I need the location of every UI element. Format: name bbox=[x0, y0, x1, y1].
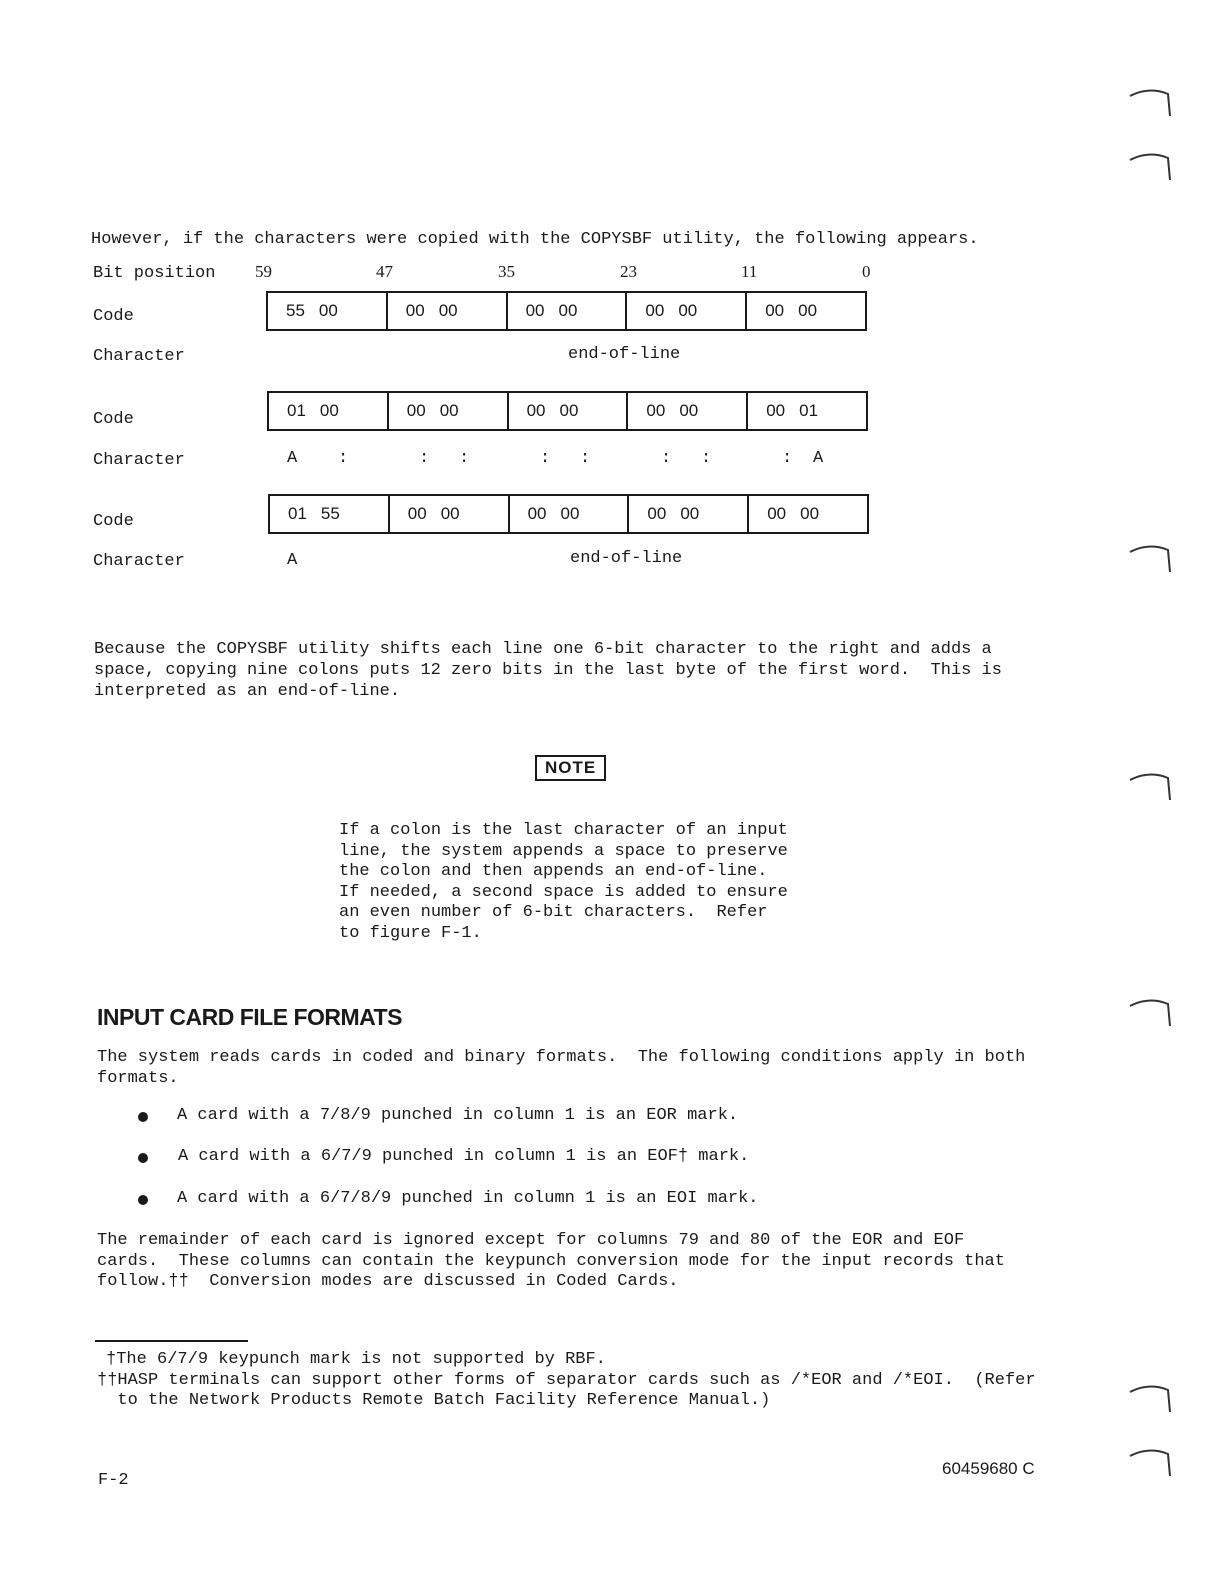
char-value: : bbox=[701, 449, 712, 468]
note-title: NOTE bbox=[535, 755, 606, 781]
byte-value: 00 bbox=[646, 401, 666, 420]
byte-cell bbox=[388, 496, 508, 532]
code-word-row bbox=[267, 391, 868, 431]
byte-cell bbox=[507, 393, 627, 429]
byte-value: 00 bbox=[678, 301, 698, 320]
bullet-icon bbox=[138, 1195, 148, 1205]
section-heading: INPUT CARD FILE FORMATS bbox=[97, 1004, 402, 1030]
char-value: : bbox=[459, 449, 470, 468]
byte-value: 00 bbox=[798, 301, 818, 320]
byte-cell bbox=[627, 496, 747, 532]
footnote: †The 6/7/9 keypunch mark is not supported by RBF. bbox=[106, 1350, 606, 1369]
bit-tick: 23 bbox=[620, 262, 637, 281]
byte-value: 00 bbox=[680, 504, 700, 523]
byte-value: 00 bbox=[765, 301, 785, 320]
char-value: : bbox=[580, 449, 591, 468]
explanation-line: Because the COPYSBF utility shifts each line one 6-bit character to the right and adds a bbox=[94, 640, 992, 659]
byte-cell bbox=[270, 496, 388, 532]
byte-value: 55 bbox=[286, 301, 305, 320]
footnote-rule bbox=[95, 1340, 248, 1342]
binder-mark-icon bbox=[1128, 996, 1172, 1030]
byte-value: 55 bbox=[320, 504, 340, 523]
byte-value: 00 bbox=[766, 401, 786, 420]
byte-value: 00 bbox=[319, 401, 339, 420]
note-line: the colon and then appends an end-of-line. bbox=[339, 862, 768, 881]
char-value: A bbox=[287, 449, 298, 468]
binder-mark-icon bbox=[1128, 1446, 1172, 1480]
byte-cell bbox=[625, 293, 745, 329]
byte-value: 00 bbox=[645, 301, 665, 320]
note-line: If needed, a second space is added to ensure bbox=[339, 882, 788, 902]
byte-cell bbox=[747, 496, 867, 532]
code-label: Code bbox=[93, 410, 134, 429]
byte-value: 00 bbox=[527, 504, 547, 523]
section-intro-line: formats. bbox=[97, 1069, 179, 1088]
bullet-icon bbox=[138, 1112, 148, 1122]
char-value: : bbox=[782, 449, 793, 468]
bit-tick: 59 bbox=[255, 262, 272, 281]
end-of-line-text: end-of-line bbox=[570, 549, 683, 568]
remainder-line: cards. These columns can contain the keypunch conversion mode for the input records that bbox=[97, 1252, 1005, 1271]
bit-tick: 35 bbox=[498, 262, 515, 281]
byte-value: 00 bbox=[525, 301, 545, 320]
byte-cell bbox=[506, 293, 626, 329]
byte-cell bbox=[387, 393, 507, 429]
byte-value: 01 bbox=[287, 401, 306, 420]
binder-mark-icon bbox=[1128, 1382, 1172, 1416]
code-label: Code bbox=[93, 307, 134, 326]
footnote: to the Network Products Remote Batch Facility Reference Manual.) bbox=[97, 1391, 771, 1410]
code-word-row bbox=[268, 494, 869, 534]
page-number: F-2 bbox=[98, 1471, 129, 1490]
section-intro-line: The system reads cards in coded and binary formats. The following conditions apply in both bbox=[97, 1048, 1026, 1067]
char-value: : bbox=[419, 449, 430, 468]
explanation-line: space, copying nine colons puts 12 zero bits in the last byte of the first word. This is bbox=[94, 661, 1002, 680]
byte-value: 00 bbox=[318, 301, 338, 320]
note-line: an even number of 6-bit characters. Refer bbox=[339, 903, 768, 922]
binder-mark-icon bbox=[1128, 542, 1172, 576]
byte-value: 00 bbox=[406, 401, 426, 420]
bit-position-label: Bit position bbox=[93, 264, 216, 283]
bullet-item: A card with a 6/7/9 punched in column 1 is an EOF† mark. bbox=[178, 1147, 750, 1166]
explanation-line: interpreted as an end-of-line. bbox=[94, 682, 401, 701]
bullet-item: A card with a 6/7/8/9 punched in column 1 is an EOI mark. bbox=[177, 1189, 759, 1208]
byte-cell bbox=[269, 393, 387, 429]
bullet-item: A card with a 7/8/9 punched in column 1 is an EOR mark. bbox=[177, 1106, 739, 1125]
remainder-line: follow.†† Conversion modes are discussed in Coded Cards. bbox=[97, 1272, 679, 1291]
char-value: : bbox=[540, 449, 551, 468]
note-line: line, the system appends a space to preserve bbox=[339, 841, 788, 861]
byte-cell bbox=[268, 293, 386, 329]
note-line: If a colon is the last character of an input bbox=[339, 821, 788, 840]
byte-value: 00 bbox=[767, 504, 787, 523]
byte-value: 01 bbox=[288, 504, 307, 523]
byte-value: 01 bbox=[799, 401, 819, 420]
binder-mark-icon bbox=[1128, 770, 1172, 804]
note-line: to figure F-1. bbox=[339, 923, 482, 943]
byte-cell bbox=[745, 293, 865, 329]
byte-value: 00 bbox=[438, 301, 458, 320]
bit-tick: 47 bbox=[376, 262, 393, 281]
code-word-row bbox=[266, 291, 867, 331]
end-of-line-text: end-of-line bbox=[568, 345, 681, 364]
byte-cell bbox=[746, 393, 866, 429]
code-label: Code bbox=[93, 512, 134, 531]
character-label: Character bbox=[93, 451, 185, 470]
footnote: ††HASP terminals can support other forms of separator cards such as /*EOR and /*EOI. (Refer bbox=[97, 1371, 1036, 1390]
bullet-icon bbox=[138, 1153, 148, 1163]
byte-cell bbox=[508, 496, 628, 532]
bit-tick: 11 bbox=[741, 262, 758, 281]
byte-value: 00 bbox=[647, 504, 667, 523]
byte-cell bbox=[386, 293, 506, 329]
intro-text: However, if the characters were copied with the COPYSBF utility, the following appears. bbox=[91, 230, 979, 249]
bit-tick: 0 bbox=[862, 262, 871, 281]
byte-value: 00 bbox=[440, 504, 460, 523]
byte-value: 00 bbox=[800, 504, 820, 523]
char-value: : bbox=[338, 449, 349, 468]
remainder-line: The remainder of each card is ignored except for columns 79 and 80 of the EOR and EOF bbox=[97, 1231, 965, 1250]
char-value: A bbox=[287, 551, 298, 570]
character-label: Character bbox=[93, 347, 185, 366]
char-value: A bbox=[813, 449, 824, 468]
char-value: : bbox=[661, 449, 672, 468]
byte-cell bbox=[626, 393, 746, 429]
byte-value: 00 bbox=[559, 401, 579, 420]
byte-value: 00 bbox=[405, 301, 425, 320]
byte-value: 00 bbox=[558, 301, 578, 320]
byte-value: 00 bbox=[407, 504, 427, 523]
binder-mark-icon bbox=[1128, 150, 1172, 184]
byte-value: 00 bbox=[679, 401, 699, 420]
byte-value: 00 bbox=[526, 401, 546, 420]
document-number: 60459680 C bbox=[942, 1459, 1035, 1478]
byte-value: 00 bbox=[439, 401, 459, 420]
byte-value: 00 bbox=[560, 504, 580, 523]
binder-mark-icon bbox=[1128, 86, 1172, 120]
character-label: Character bbox=[93, 552, 185, 571]
